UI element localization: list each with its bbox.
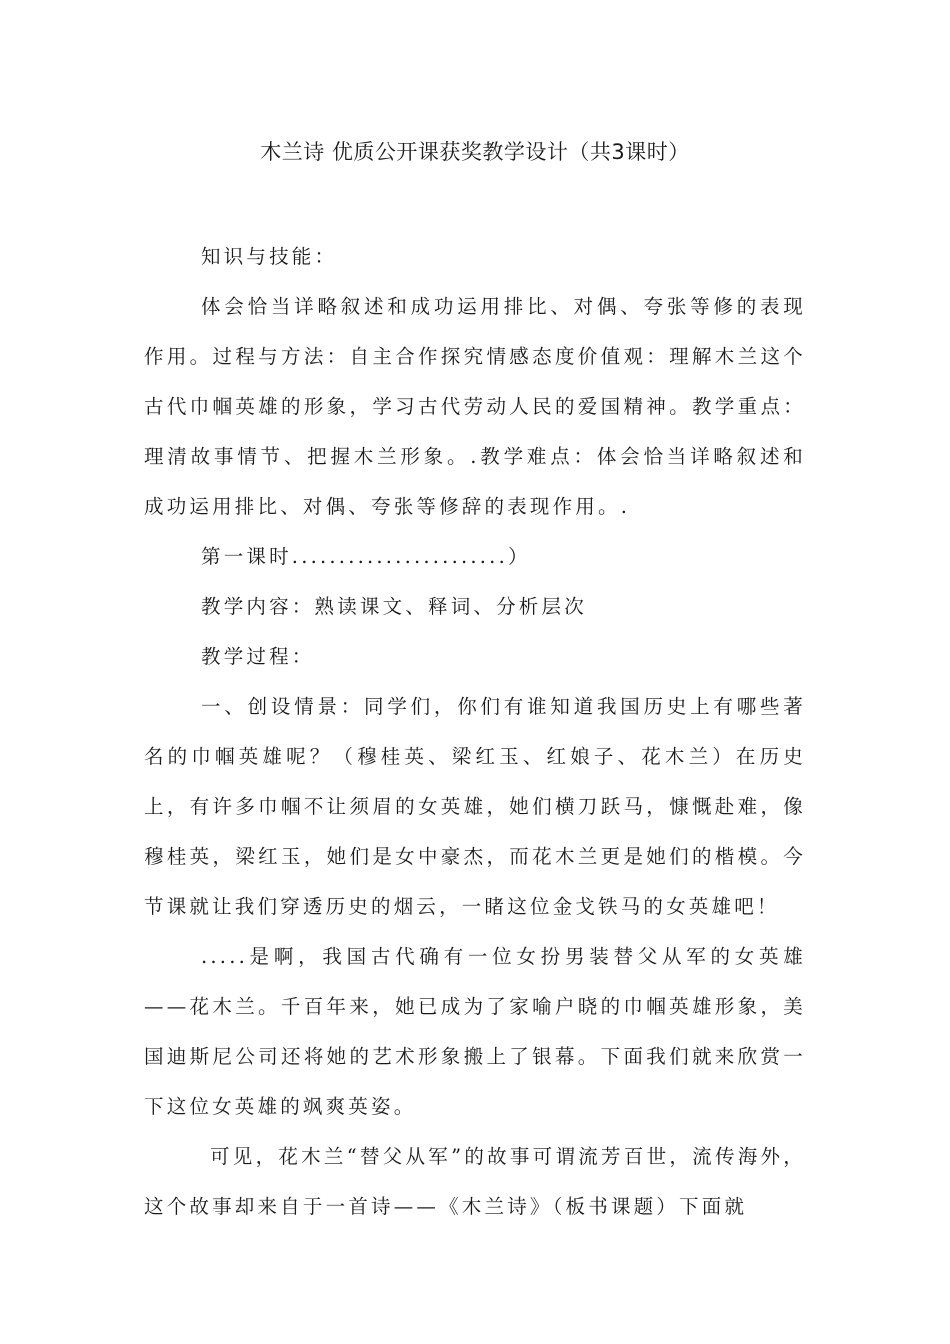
- paragraph-knowledge-heading: 知识与技能：: [201, 245, 338, 268]
- paragraph-objectives: 体会恰当详略叙述和成功运用排比、对偶、夸张等修的表现作用。过程与方法：自主合作探究情感态度价值观：理解木兰这个古代巾帼英雄的形象，学习古代劳动人民的爱国精神。教学重点：理清故事情节、把握木兰形象。.教学难点：体会恰当详略叙述和成功运用排比、对偶、夸张等修辞的表现作用。.: [144, 295, 806, 518]
- paragraph-poem-source: 可见，花木兰“替父从军”的故事可谓流芳百世，流传海外，这个故事却来自于一首诗——《木兰诗》（板书课题）下面就: [144, 1145, 806, 1218]
- document-body: [144, 232, 806, 1232]
- paragraph-first-lesson: 第一课时.......................）: [201, 545, 531, 568]
- paragraph-teaching-process: 教学过程：: [201, 645, 315, 668]
- paragraph-mulan-intro: .....是啊，我国古代确有一位女扮男装替父从军的女英雄——花木兰。千百年来，她已成为了家喻户晓的巾帼英雄形象，美国迪斯尼公司还将她的艺术形象搬上了银幕。下面我们就来欣赏一下这位女英雄的飒爽英姿。: [144, 945, 806, 1118]
- paragraph-teaching-content: 教学内容：熟读课文、释词、分析层次: [201, 595, 587, 618]
- paragraph-scenario: 一、创设情景：同学们，你们有谁知道我国历史上有哪些著名的巾帼英雄呢？（穆桂英、梁红玉、红娘子、花木兰）在历史上，有许多巾帼不让须眉的女英雄，她们横刀跃马，慷慨赴难，像穆桂英，梁红玉，她们是女中豪杰，而花木兰更是她们的楷模。今节课就让我们穿透历史的烟云，一睹这位金戈铁马的女英雄吧！: [144, 695, 806, 918]
- document-title: 木兰诗 优质公开课获奖教学设计（共3课时）: [260, 140, 690, 164]
